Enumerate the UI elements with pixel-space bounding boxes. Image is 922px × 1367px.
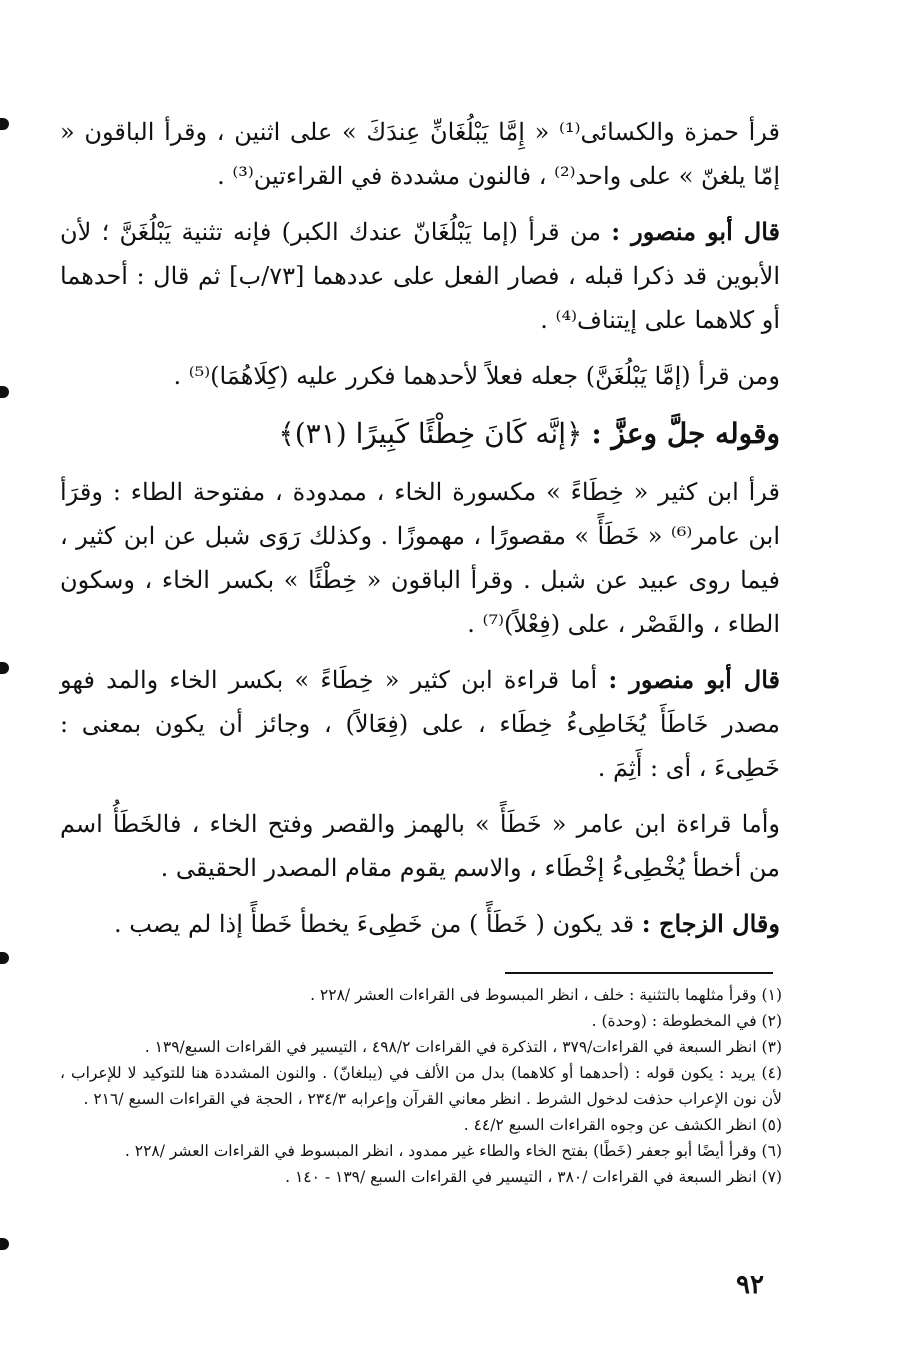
paragraph: وقال الزجاج : قد يكون ( خَطَأً ) من خَطِىءَ يخطأ خَطأً إذا لم يصب . [114, 909, 780, 938]
paragraph: قال أبو منصور : من قرأ (إما يَبْلُغَانّ عندك الكبر) فإنه تثنية يَبْلُغَنَّ ؛ لأن الأبوين قد ذكرا قبله ، فصار الفعل على عددهما [٧٣/ب] ثم قال : أحدهما أو كلاهما على إيتناف⁽⁴⁾ . [60, 217, 780, 334]
speaker-lead: قال أبو منصور : [611, 217, 780, 246]
footnote: (٤) يريد : يكون قوله : (أحدهما أو كلاهما) بدل من الألف في (يبلغانّ) . والنون المشددة هنا للتوكيد لا للإعراب ، لأن نون الإعراب حذفت لدخول الشرط . انظر معاني القرآن وإعرابه ٢٣٤/٣ ، الحجة في القراءات السبع /٢١٦ . [60, 1064, 782, 1108]
paragraph: ومن قرأ (إمَّا يَبْلُغَنَّ) جعله فعلاً لأحدهما فكرر عليه (كِلَاهُمَا)⁽⁵⁾ . [173, 362, 780, 390]
footnote: (٣) انظر السبعة في القراءات/٣٧٩ ، التذكرة في القراءات ٤٩٨/٢ ، التيسير في القراءات السبع/١٣٩ . [144, 1038, 782, 1056]
paragraph: قال أبو منصور : أما قراءة ابن كثير « خِطَاءً » بكسر الخاء والمد فهو مصدر خَاطَأَ يُخَاطِىءُ خِطَاء ، على (فِعَالاً) ، وجائز أن يكون بمعنى : خَطِىءَ ، أى : أَثِمَ . [60, 665, 780, 782]
footnote: (١) وقرأ مثلهما بالتثنية : خلف ، انظر المبسوط فى القراءات العشر /٢٢٨ . [310, 986, 782, 1004]
footnotes [60, 982, 782, 1190]
paragraph: قرأ حمزة والكسائى⁽¹⁾ « إِمَّا يَبْلُغَانِّ عِندَكَ » على اثنين ، وقرأ الباقون « إمّا يلغنّ » على واحد⁽²⁾ ، فالنون مشددة في القراءتين⁽³⁾ . [60, 118, 780, 190]
paragraph: قرأ ابن كثير « خِطَاءً » مكسورة الخاء ، ممدودة ، مفتوحة الطاء : وقرَأ ابن عامر⁽⁶⁾ « خَطَأً » مقصورًا ، مهموزًا . وكذلك رَوَى شبل عن ابن كثير ، فيما روى عبيد عن شبل . وقرأ الباقون « خِطْئًا » بكسر الخاء ، وسكون الطاء ، والقَصْر ، على (فِعْلاً)⁽⁷⁾ . [60, 478, 780, 638]
verse-text: ﴿إنَّه كَانَ خِطْئًا كَبِيرًا (٣١)﴾ [278, 417, 583, 450]
speaker-lead: قال أبو منصور : [608, 665, 780, 694]
footnote: (٥) انظر الكشف عن وجوه القراءات السبع ٤٤/٢ . [463, 1116, 782, 1134]
scan-edge-mark [0, 952, 9, 964]
verse-lead: وقوله جلَّ وعزَّ : [591, 417, 780, 450]
main-text [60, 110, 780, 958]
footnote: (٧) انظر السبعة في القراءات /٣٨٠ ، التيسير في القراءات السبع /١٣٩ - ١٤٠ . [285, 1168, 782, 1186]
footnote-separator [505, 972, 773, 974]
footnote: (٢) في المخطوطة : (وحدة) . [591, 1012, 782, 1030]
speaker-lead: وقال الزجاج : [641, 909, 780, 938]
scan-edge-mark [0, 1238, 9, 1250]
quran-verse-heading [60, 410, 780, 458]
scan-edge-mark [0, 662, 9, 674]
paragraph: وأما قراءة ابن عامر « خَطَأً » بالهمز والقصر وفتح الخاء ، فالخَطَأُ اسم من أخطأ يُخْطِىءُ إخْطَاء ، والاسم يقوم مقام المصدر الحقيقى . [60, 810, 780, 882]
footnote: (٦) وقرأ أيضًا أبو جعفر (خَطًا) بفتح الخاء والطاء غير ممدود ، انظر المبسوط في القراءات العشر /٢٢٨ . [124, 1142, 782, 1160]
scan-edge-mark [0, 386, 9, 398]
page-number: ٩٢ [736, 1270, 764, 1300]
scan-edge-mark [0, 118, 9, 130]
